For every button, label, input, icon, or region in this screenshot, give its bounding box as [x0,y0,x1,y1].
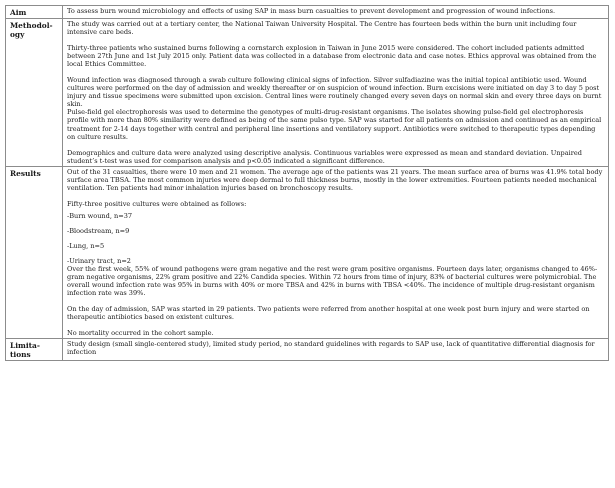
results-paragraph: No mortality occurred in the cohort sample. [67,329,214,338]
row-label-methodology: Methodol-ogy [6,19,63,167]
table-row-limitations [6,339,609,361]
row-content-results [63,166,609,339]
methodology-paragraph: Thirty-three patients who sustained burns following a cornstarch explosion in Taiwan in June 2015 were considered. The cohort included patients admitted between 27th June and 1st July 2015 only. Patient data was collected in a database from electronic data and case notes. Ethics approval was obtained from the local Ethics Committee. [67,44,597,69]
methodology-paragraph: Demographics and culture data were analyzed using descriptive analysis. Continuous variables were expressed as mean and standard deviation. Unpaired student’s t-test was used for comparison analysis and p<0.05 indicated a significant difference. [67,148,582,165]
row-label-results: Results [6,166,63,339]
table-row-methodology [6,19,609,167]
results-paragraph: Out of the 31 casualties, there were 10 men and 21 women. The average age of the patients was 21 years. The mean surface area of burns was 41.9% total body surface area TBSA. The most common injuries were deep dermal to full thickness burns, mostly in the lower extremities. Fourteen patients needed mechanical ventilation. Ten patients had minor inhalation injuries based on bronchoscopy results. [67,167,603,192]
culture-item: -Lung, n=5 [67,241,105,250]
summary-table [5,5,609,361]
methodology-paragraph: Pulse-field gel electrophoresis was used to determine the genotypes of multi-drug-resistant organisms. The isolates showing pulse-field gel electrophoresis profile with more than 80% similarity were defined as being of the same pulso type. SAP was started for all patients on admission and continued as an empirical treatment for 2-14 days together with central and peripheral line insertions and ventilatory support. Antibiotics were switched to therapeutic types depending on culture results. [67,108,602,141]
results-paragraph: Over the first week, 55% of wound pathogens were gram negative and the rest were gram positive organisms. Fourteen days later, organisms changed to 46%-gram negative organisms, 22% gram positive and 22% Candida species. Within 72 hours from time of injury, 83% of bacterial cultures were polymicrobial. The overall wound infection rate was 95% in burns with 40% or more TBSA and 42% in burns with TBSA <40%. The incidence of multiple drug-resistant organism infection rate was 39%. [67,265,598,298]
culture-item: -Burn wound, n=37 [67,211,133,220]
row-label-limitations: Limita-tions [6,339,63,361]
results-paragraph: Fifty-three positive cultures were obtained as follows: [67,199,247,208]
methodology-paragraph: Wound infection was diagnosed through a swab culture following clinical signs of infection. Silver sulfadiazine was the initial topical antibiotic used. Wound cultures were performed on the day of admission and weekly thereafter or on suspicion of wound infection. Burn excisions were initiated on day 3 to day 5 post injury and tissue specimens were submitted upon excision. Central lines were routinely changed every seven days on normal skin and every three days on burnt skin. [67,76,602,109]
row-content-methodology [63,19,609,167]
culture-item: -Bloodstream, n=9 [67,226,130,235]
row-content-aim [63,6,609,19]
row-label-aim: Aim [6,6,63,19]
culture-item: -Urinary tract, n=2 [67,257,131,266]
aim-text: To assess burn wound microbiology and effects of using SAP in mass burn casualties to prevent development and progression of wound infections. [67,7,556,15]
table-row-results [6,166,609,339]
methodology-paragraph: The study was carried out at a tertiary center, the National Taiwan University Hospital. The Centre has fourteen beds within the burn unit including four intensive care beds. [67,20,577,37]
results-paragraph: On the day of admission, SAP was started in 29 patients. Two patients were referred from another hospital at one week post burn injury and were started on therapeutic antibiotics based on existent cultures. [67,305,590,322]
table-row-aim [6,6,609,19]
row-content-limitations [63,339,609,361]
limitations-text: Study design (small single-centered study), limited study period, no standard guidelines with regards to SAP use, lack of quantitative differential diagnosis for infection [67,340,595,357]
